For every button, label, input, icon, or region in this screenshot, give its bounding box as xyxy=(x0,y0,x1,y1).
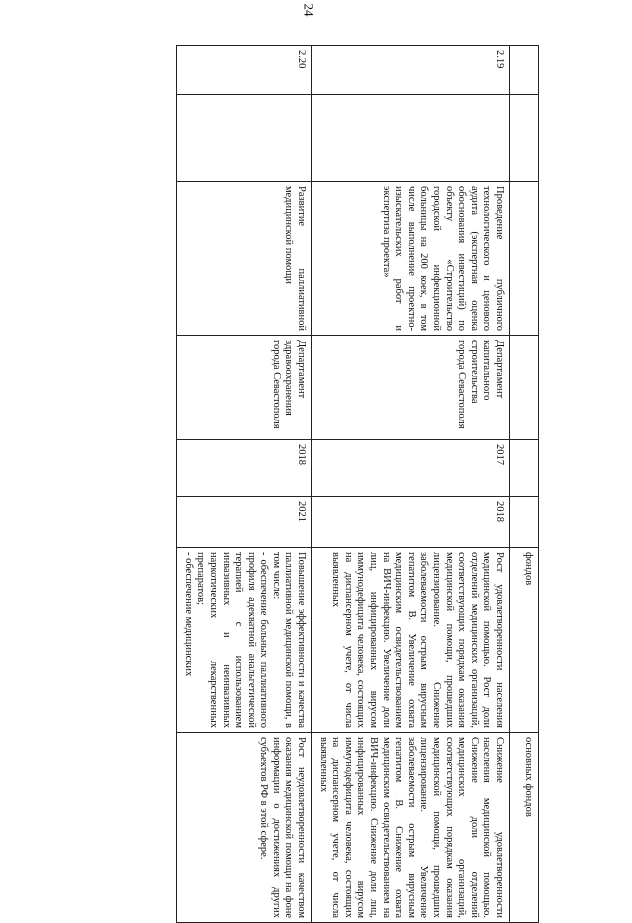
result-cell: Рост удовлетворенности населения медицинской помощью. Рост доли отделений медицинских организаций, соответствующих порядкам оказания медицинской помощи, прошедших лицензирование. Снижение заболеваемости острым вирусным гепатитом В. Увеличение охвата медицинским освидетельствованием на ВИЧ-инфекцию. Увеличение доли лиц, инфицированных вирусом иммунодефицита человека, состоящих на диспансерном учете, от числа выявленных xyxy=(312,548,510,733)
header-cell-blank xyxy=(510,95,539,182)
table-row xyxy=(312,46,510,923)
row-number: 2.19 xyxy=(312,46,510,95)
executor-cell: Департамент здравоохранения города Севастополя xyxy=(177,336,312,440)
consequence-cell: Рост неудовлетворенности качеством оказания медицинской помощи на фоне информации о достижениях других субъектов РФ в этой сфере. xyxy=(177,733,312,923)
end-year-cell: 2021 xyxy=(177,497,312,548)
header-cell-end xyxy=(510,497,539,548)
row-blank-cell xyxy=(177,95,312,182)
measures-table xyxy=(176,45,539,923)
page-number: 24 xyxy=(301,3,317,17)
start-year-cell: 2017 xyxy=(312,440,510,497)
header-cell-executor xyxy=(510,336,539,440)
consequence-cell: Снижение удовлетворенности населения медицинской помощью. Снижение доли отделений медицинских организаций, соответствующих порядкам оказания медицинской помощи, прошедших лицензирование. Увеличение заболеваемости острым вирусным гепатитом В. Снижение охвата медицинским освидетельствованием на ВИЧ-инфекцию. Снижение доли лиц, инфицированных вирусом иммунодефицита человека, состоящих на диспансерном учете, от числа выявленных xyxy=(312,733,510,923)
table-header-row xyxy=(510,46,539,923)
row-blank-cell xyxy=(312,95,510,182)
result-item: - обеспечение больных паллиативного профиля адекватной анальгетической терапией с использованием инвазивных и неинвазивных наркотических лекарственных препаратов; xyxy=(195,552,270,728)
table-row xyxy=(177,46,312,923)
start-year-cell: 2018 xyxy=(177,440,312,497)
header-cell-consequence: основных фондов xyxy=(510,733,539,923)
header-cell-num xyxy=(510,46,539,95)
header-cell-start xyxy=(510,440,539,497)
action-cell: Проведение публичного технологического и ценового аудита (экспертная оценка обоснования инвестиций) по объекту «Строительство городской инфекционной больницы на 200 коек, в том числе выполнение проектно-изыскательских работ и экспертиза проекта» xyxy=(312,182,510,336)
end-year-cell: 2018 xyxy=(312,497,510,548)
result-cell xyxy=(177,548,312,733)
header-cell-action xyxy=(510,182,539,336)
row-number: 2.20 xyxy=(177,46,312,95)
action-cell: Развитие паллиативной медицинской помощи xyxy=(177,182,312,336)
executor-cell: Департамент капитального строительства города Севастополя xyxy=(312,336,510,440)
result-intro: Повышение эффективности и качества паллиативной медицинской помощи, в том числе: xyxy=(270,552,308,728)
header-cell-result: фондов xyxy=(510,548,539,733)
result-item: - обеспечение медицинских xyxy=(182,552,194,677)
